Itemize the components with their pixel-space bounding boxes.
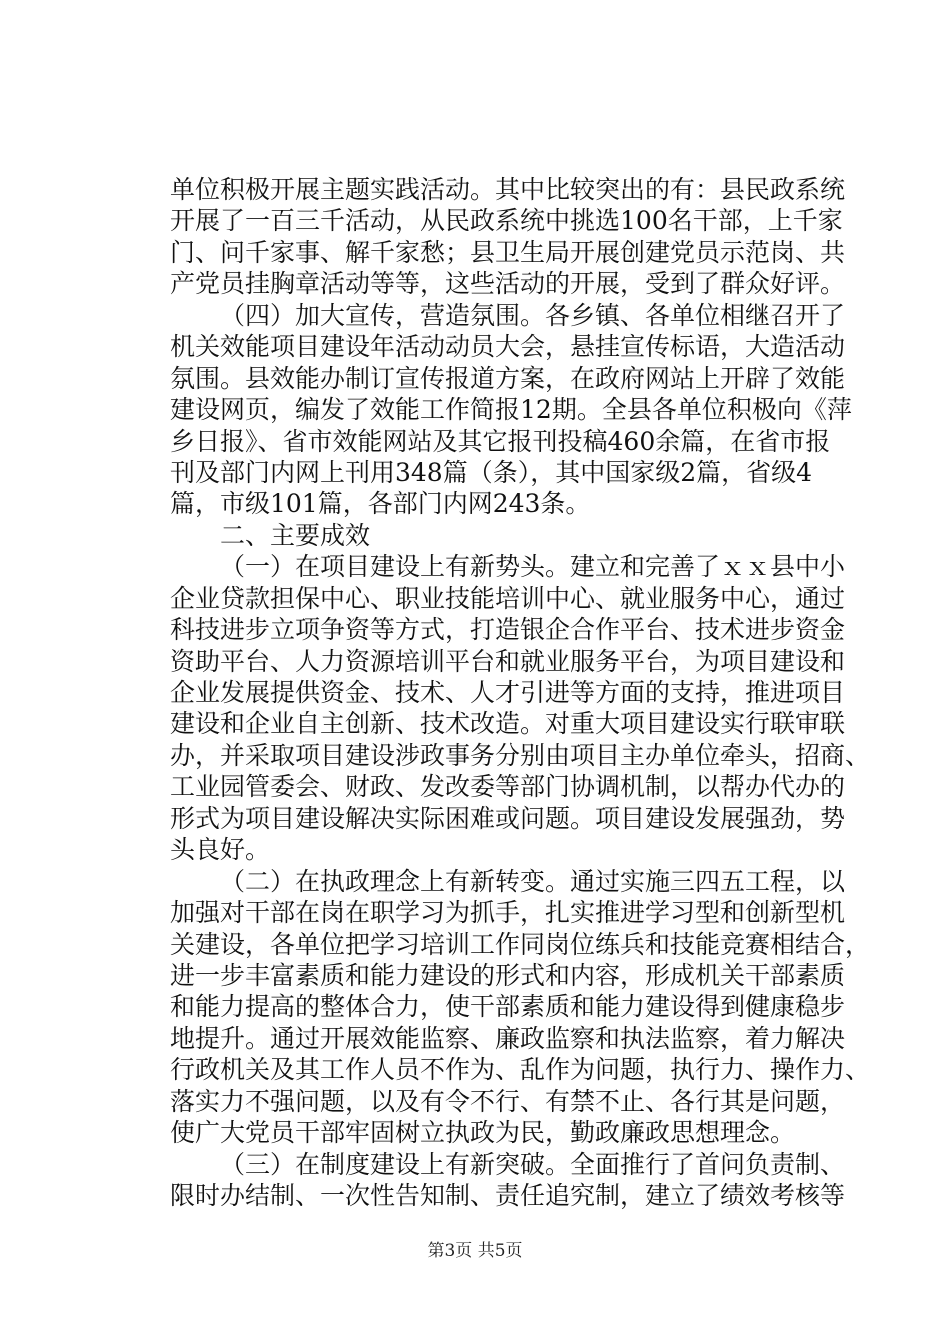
text-line: 落实力不强问题，以及有令不行、有禁不止、各行其是问题， [170, 1086, 846, 1116]
text-line: 企业发展提供资金、技术、人才引进等方面的支持，推进项目 [170, 678, 846, 707]
text-line: 头良好。 [170, 835, 271, 865]
text-line: 单位积极开展主题实践活动。其中比较突出的有：县民政系统 [170, 175, 846, 204]
text-line: （一）在项目建设上有新势头。建立和完善了ｘｘ县中小 [220, 552, 846, 582]
text-line: 建设和企业自主创新、技术改造。对重大项目建设实行联审联 [170, 709, 846, 739]
text-line: 工业园管委会、财政、发改委等部门协调机制，以帮办代办的 [170, 772, 846, 802]
text-line: 科技进步立项争资等方式，打造银企合作平台、技术进步资金 [170, 615, 846, 645]
text-line: （三）在制度建设上有新突破。全面推行了首问负责制、 [220, 1149, 846, 1179]
text-line: 办，并采取项目建设涉政事务分别由项目主办单位牵头，招商、 [170, 740, 871, 770]
text-line: 行政机关及其工作人员不作为、乱作为问题，执行力、操作力、 [170, 1055, 871, 1085]
text-line: 限时办结制、一次性告知制、责任追究制，建立了绩效考核等 [170, 1181, 846, 1210]
text-line: 进一步丰富素质和能力建设的形式和内容，形成机关干部素质 [170, 960, 846, 990]
text-line: 篇，市级101篇，各部门内网243条。 [170, 489, 591, 519]
text-line: 和能力提高的整体合力，使干部素质和能力建设得到健康稳步 [170, 992, 846, 1022]
text-line: 乡日报》、省市效能网站及其它报刊投稿460余篇，在省市报 [170, 426, 831, 456]
text-line: 机关效能项目建设年活动动员大会，悬挂宣传标语，大造活动 [170, 332, 846, 362]
text-line: 二、主要成效 [220, 520, 371, 550]
text-line: 产党员挂胸章活动等等，这些活动的开展，受到了群众好评。 [170, 269, 846, 299]
text-line: 门、问千家事、解千家愁；县卫生局开展创建党员示范岗、共 [170, 237, 846, 267]
page-footer [0, 1240, 950, 1262]
document-body [170, 174, 871, 1211]
text-line: 资助平台、人力资源培训平台和就业服务平台，为项目建设和 [170, 646, 846, 676]
page-number-label: 第3页 共5页 [427, 1241, 523, 1261]
text-line: 加强对干部在岗在职学习为抓手，扎实推进学习型和创新型机 [170, 898, 846, 928]
text-line: （四）加大宣传，营造氛围。各乡镇、各单位相继召开了 [220, 300, 846, 330]
text-line: 形式为项目建设解决实际困难或问题。项目建设发展强劲，势 [170, 803, 846, 833]
text-line: 使广大党员干部牢固树立执政为民，勤政廉政思想理念。 [170, 1118, 796, 1148]
text-line: 建设网页，编发了效能工作简报12期。全县各单位积极向《萍 [170, 395, 852, 425]
text-line: 刊及部门内网上刊用348篇（条），其中国家级2篇，省级4 [170, 457, 813, 487]
text-line: 开展了一百三千活动，从民政系统中挑选100名干部，上千家 [170, 206, 843, 236]
text-line: 地提升。通过开展效能监察、廉政监察和执法监察，着力解决 [170, 1023, 846, 1053]
text-line: 关建设，各单位把学习培训工作同岗位练兵和技能竞赛相结合， [170, 929, 871, 959]
text-line: 企业贷款担保中心、职业技能培训中心、就业服务中心，通过 [170, 583, 846, 613]
text-line: 氛围。县效能办制订宣传报道方案，在政府网站上开辟了效能 [170, 363, 846, 393]
text-line: （二）在执政理念上有新转变。通过实施三四五工程，以 [220, 866, 846, 896]
